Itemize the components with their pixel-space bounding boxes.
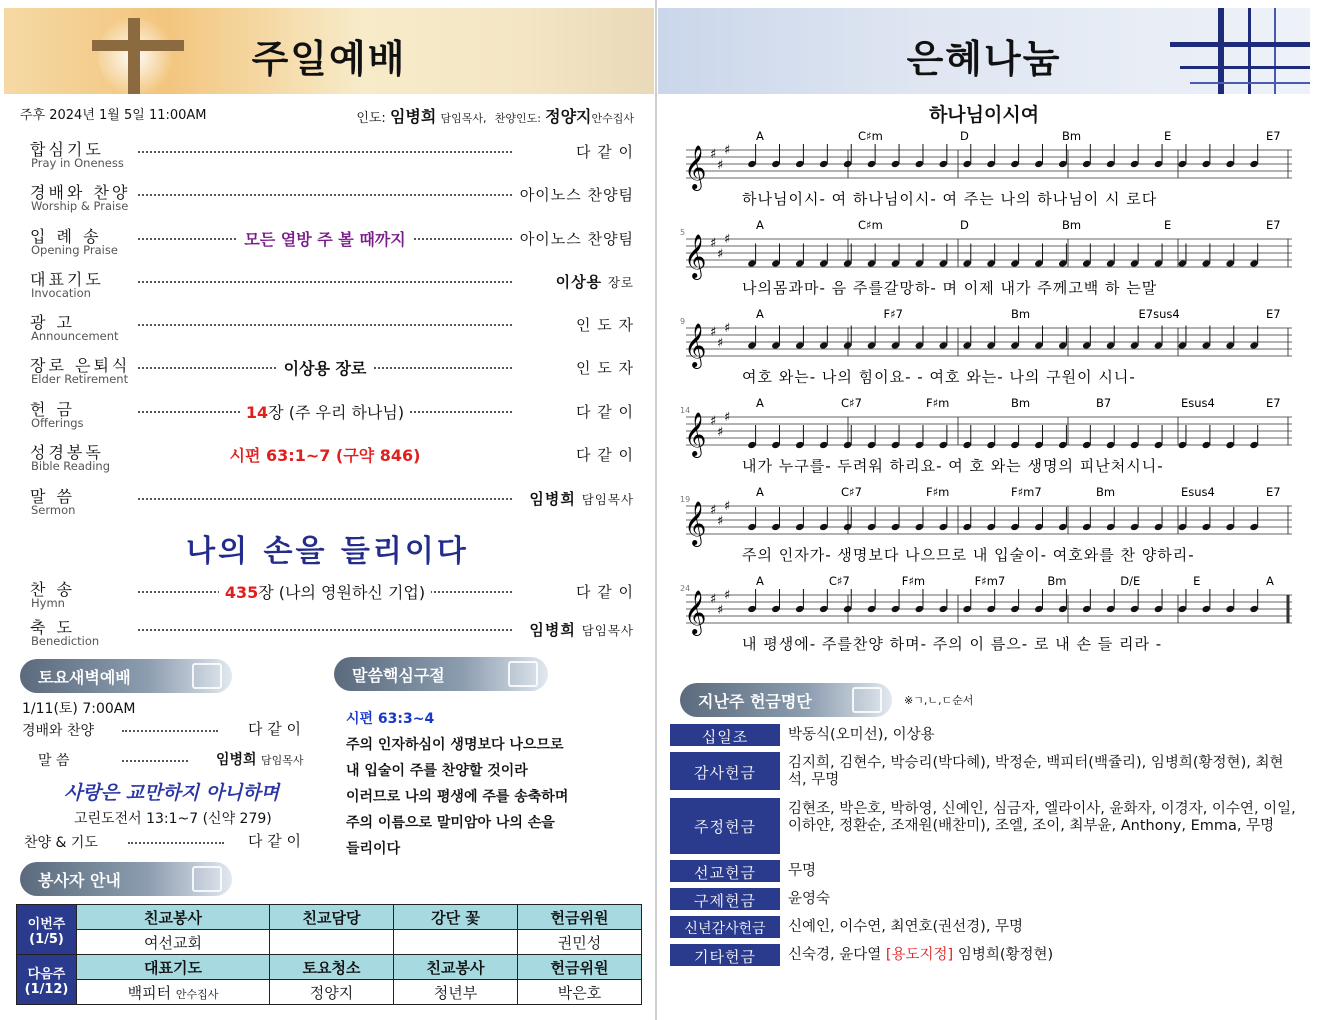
table-header-cell: 대표기도: [77, 955, 270, 980]
leader-dots: [138, 324, 512, 326]
table-cell: 정양지: [269, 980, 393, 1005]
table-header-cell: 헌금위원: [517, 955, 641, 980]
verse-line: 주의 이름으로 말미암아 나의 손을: [346, 815, 555, 831]
lyric-line: 여호 와는- 나의 힘이요- - 여호 와는- 나의 구원이 시니-: [742, 368, 1136, 386]
order-leader-role: 담임목사: [581, 492, 634, 507]
song-title: 하나님이시여: [928, 104, 1040, 126]
leader-dots: [138, 498, 512, 500]
offering-names: 윤영숙: [788, 891, 831, 907]
leader-name: 임병희: [389, 107, 437, 126]
service-leaders: [356, 104, 634, 127]
book-icon: [852, 687, 882, 713]
week-date: (1/5): [29, 931, 64, 947]
cell-name: 백피터: [127, 983, 172, 1002]
hymn-title: 장 (나의 영원하신 기업): [258, 583, 426, 602]
chord-symbol: F♯m: [926, 396, 950, 410]
chord-symbol: A: [1266, 574, 1274, 588]
book-icon: [192, 866, 222, 892]
order-label-en: Benediction: [31, 634, 100, 648]
order-label: 입 례 송: [30, 227, 102, 246]
score-svg: [680, 126, 1300, 666]
book-icon: [192, 663, 222, 689]
chord-symbol: B7: [1096, 396, 1112, 410]
table-row: [17, 905, 642, 930]
offering-names-part: 신숙경, 윤다열: [788, 947, 882, 963]
sermon-title: 나의 손을 들리이다: [186, 534, 469, 569]
order-leader: [529, 619, 634, 640]
bible-icon: [508, 661, 538, 687]
praise-leader-role: 안수집사: [591, 112, 634, 125]
sharp-icon: ♯: [717, 603, 724, 618]
order-item: [30, 615, 634, 655]
sharp-icon: ♯: [710, 503, 717, 518]
section-title: 봉사자 안내: [38, 871, 121, 890]
table-header-cell: 친교봉사: [77, 905, 270, 930]
leader-dots: [122, 730, 218, 732]
order-item: [30, 397, 634, 437]
chord-symbol: C♯7: [841, 396, 862, 410]
verse-line: 들리이다: [346, 841, 401, 857]
leader-role: 담임목사,: [440, 112, 487, 125]
chord-symbol: E7: [1266, 485, 1281, 499]
order-item: [30, 137, 634, 177]
lyric-line: 하나님이시- 여 하나님이시- 여 주는 나의 하나님이 시 로다: [742, 190, 1158, 208]
chord-symbol: C♯7: [841, 485, 862, 499]
chord-symbol: Bm: [1096, 485, 1116, 499]
offering-type: 기타헌금: [670, 944, 780, 966]
chord-symbol: D: [960, 218, 969, 232]
core-verse-ref: 시편 63:3~4: [346, 711, 435, 727]
chord-symbol: Bm: [1011, 396, 1031, 410]
chord-symbol: Esus4: [1181, 396, 1215, 410]
order-item: [30, 310, 634, 350]
verse-line: 이러므로 나의 평생에 주를 송축하며: [346, 789, 569, 805]
offering-type: 선교헌금: [670, 860, 780, 882]
table-cell: [269, 930, 393, 955]
chord-symbol: A: [756, 574, 764, 588]
offering-row: [670, 860, 1300, 884]
offering-row: [670, 916, 1300, 940]
cell-role: 안수집사: [175, 987, 219, 1001]
order-leader-name: 이상용: [555, 273, 603, 291]
order-leader: 아이노스 찬양팀: [519, 230, 634, 248]
table-header-cell: 친교담당: [269, 905, 393, 930]
order-label: 합심기도: [30, 140, 104, 159]
chord-symbol: A: [756, 485, 764, 499]
chord-symbol: Bm: [1011, 307, 1031, 321]
leader-dots: [122, 760, 188, 762]
cross-lines-decoration: [1170, 8, 1310, 94]
core-verse: [346, 706, 646, 862]
table-cell: 여선교회: [77, 930, 270, 955]
order-content: [138, 400, 512, 423]
order-leader: [556, 271, 634, 292]
chord-symbol: F♯m: [901, 574, 926, 588]
chord-symbol: E7: [1266, 218, 1281, 232]
offering-names-part: 임병희(황정현): [957, 947, 1054, 963]
week-date: (1/12): [24, 981, 69, 997]
sharp-icon: ♯: [710, 147, 717, 162]
retirement-elder: 이상용 장로: [278, 359, 373, 378]
chord-symbol: A: [756, 307, 764, 321]
saturday-scripture-ref: 고린도전서 13:1~7 (신약 279): [74, 811, 272, 827]
core-verse-header: [334, 657, 548, 691]
service-date: 주후 2024년 1월 5일 11:00AM: [20, 108, 207, 123]
offering-names: 무명: [788, 863, 817, 879]
order-label: 말 씀: [30, 487, 75, 506]
chord-symbol: E7: [1266, 396, 1281, 410]
opening-song-title: 모든 열방 주 볼 때까지: [238, 230, 411, 249]
treble-clef-icon: 𝄞: [684, 323, 707, 367]
hymn-number: 435: [224, 583, 259, 602]
lyric-line: 주의 인자가- 생명보다 나으므로 내 입술이- 여호와를 찬 양하리-: [742, 546, 1195, 564]
order-content: [138, 227, 512, 250]
verse-line: 내 입술이 주를 찬양할 것이라: [346, 763, 528, 779]
chord-symbol: Bm: [1062, 129, 1082, 143]
saturday-service-header: [20, 659, 232, 693]
offering-type: 주정헌금: [670, 798, 780, 854]
order-leader: 인 도 자: [575, 316, 634, 334]
sharp-icon: ♯: [724, 232, 731, 247]
sharp-icon: ♯: [717, 425, 724, 440]
week-label: 다음주: [27, 966, 66, 982]
order-leader-role: 담임목사: [261, 754, 304, 767]
table-cell: 권민성: [517, 930, 641, 955]
measure-number: 19: [680, 495, 691, 504]
offering-type: 신년감사헌금: [670, 916, 780, 938]
chord-symbol: E7: [1266, 129, 1281, 143]
order-label-en: Elder Retirement: [31, 372, 129, 386]
order-label: 장로 은퇴식: [30, 356, 131, 375]
order-leader-role: 담임목사: [581, 623, 634, 638]
order-leader: 아이노스 찬양팀: [519, 186, 634, 204]
page-title-right: 은혜나눔: [906, 37, 1062, 81]
order-label-en: Worship & Praise: [31, 199, 129, 213]
chord-symbol: E7: [1266, 307, 1281, 321]
offering-list-header: [680, 683, 892, 717]
designated-tag: [용도지정]: [885, 947, 954, 963]
hymn-title: 장 (주 우리 하나님): [268, 403, 405, 422]
leader-dots: [138, 151, 512, 153]
order-leader-name: 임병희: [529, 621, 576, 639]
order-label: 찬양 & 기도: [24, 835, 98, 851]
table-row: [17, 930, 642, 955]
order-label: 대표기도: [30, 270, 104, 289]
measure-number: 14: [680, 406, 691, 415]
grace-header-banner: [658, 8, 1310, 94]
order-leader: 다 같 이: [248, 720, 302, 738]
order-label: 경배와 찬양: [30, 183, 131, 202]
order-label: 성경봉독: [30, 443, 104, 462]
sharp-icon: ♯: [724, 588, 731, 603]
praise-leader-name: 정양지: [545, 107, 592, 126]
chord-symbol: F♯m7: [1011, 485, 1042, 499]
order-leader: [216, 749, 304, 769]
saturday-date: 1/11(토) 7:00AM: [22, 701, 136, 717]
sheet-music: [680, 126, 1300, 670]
treble-clef-icon: 𝄞: [684, 412, 707, 456]
order-item: [30, 440, 634, 480]
order-item: [30, 484, 634, 524]
order-leader: 다 같 이: [575, 403, 634, 421]
order-item: [30, 353, 634, 393]
order-label-en: Announcement: [31, 329, 119, 343]
sharp-icon: ♯: [724, 143, 731, 158]
chord-symbol: C♯7: [828, 574, 850, 588]
verse-line: 주의 인자하심이 생명보다 나으므로: [346, 737, 564, 753]
order-label-en: Opening Praise: [31, 243, 118, 257]
order-item: [30, 577, 634, 617]
order-label-en: Pray in Oneness: [31, 156, 124, 170]
treble-clef-icon: 𝄞: [684, 145, 707, 189]
order-leader: 다 같 이: [575, 583, 634, 601]
table-header-cell: 헌금위원: [517, 905, 641, 930]
saturday-sermon-title: 사랑은 교만하지 아니하며: [64, 782, 280, 804]
measure-number: 9: [680, 317, 686, 326]
lyric-line: 내가 누구를- 두려워 하리요- 여 호 와는 생명의 피난처시니-: [742, 457, 1164, 475]
page-divider: [655, 0, 657, 1020]
chord-symbol: F♯7: [883, 307, 903, 321]
order-label: 말 씀: [38, 753, 70, 769]
order-leader: 다 같 이: [575, 143, 634, 161]
chord-symbol: D: [960, 129, 969, 143]
bible-reading-ref: 시편 63:1~7 (구약 846): [224, 446, 427, 465]
worship-header-banner: [4, 8, 654, 94]
offering-row: [670, 888, 1300, 912]
order-content: [138, 443, 512, 466]
table-row: [17, 955, 642, 980]
offering-names: 김현조, 박은호, 박하영, 신예인, 심금자, 엘라이사, 윤화자, 이경자, 이수연, 이일, 이하얀, 정환순, 조재원(배찬미), 조엘, 조이, 최부윤, Anthony, Emma, 무명: [788, 801, 1296, 834]
chord-symbol: E: [1164, 129, 1172, 143]
chord-symbol: A: [756, 396, 764, 410]
order-label: 찬 송: [30, 580, 75, 599]
table-header-cell: 강단 꽃: [393, 905, 517, 930]
praise-leader-label: 찬양인도:: [494, 112, 541, 125]
chord-symbol: E: [1193, 574, 1201, 588]
order-label-en: Sermon: [31, 503, 76, 517]
table-cell: [393, 930, 517, 955]
sharp-icon: ♯: [710, 236, 717, 251]
order-item: [30, 180, 634, 220]
table-header-cell: 친교봉사: [393, 955, 517, 980]
measure-number: 24: [680, 584, 691, 593]
offering-type: 십일조: [670, 724, 780, 746]
chord-symbol: E: [1164, 218, 1172, 232]
offering-row: [670, 724, 1300, 748]
offering-names: 김지희, 김현수, 박승리(박다혜), 박정순, 백피터(백쥴리), 임병희(황정현), 최현석, 무명: [788, 755, 1284, 788]
leader-dots: [128, 842, 224, 844]
order-content: [138, 580, 512, 603]
chord-symbol: Bm: [1062, 218, 1082, 232]
chord-symbol: D/E: [1120, 574, 1141, 588]
hymn-number: 14: [245, 403, 269, 422]
lyric-line: 내 평생에- 주를찬양 하며- 주의 이 름으- 로 내 손 들 리라 -: [742, 635, 1163, 653]
order-leader: 다 같 이: [248, 832, 302, 850]
order-label: 광 고: [30, 313, 75, 332]
offering-row: [670, 752, 1300, 794]
order-label-en: Offerings: [31, 416, 84, 430]
chord-symbol: A: [756, 218, 764, 232]
section-title: 지난주 헌금명단: [698, 692, 812, 711]
sharp-icon: ♯: [717, 158, 724, 173]
chord-symbol: A: [756, 129, 764, 143]
sharp-icon: ♯: [710, 592, 717, 607]
order-item: [30, 224, 634, 264]
volunteer-table: [16, 904, 642, 1005]
order-label: 경배와 찬양: [22, 723, 95, 739]
order-leader-name: 임병희: [529, 490, 576, 508]
order-label-en: Invocation: [31, 286, 91, 300]
table-cell: 박은호: [517, 980, 641, 1005]
page-title: 주일예배: [251, 37, 407, 81]
order-leader: 인 도 자: [575, 359, 634, 377]
order-item: [30, 267, 634, 307]
order-leader-role: 장로: [607, 275, 634, 290]
treble-clef-icon: 𝄞: [684, 234, 707, 278]
lyric-line: 나의몸과마- 음 주를갈망하- 며 이제 내가 주께고백 하 는말: [742, 279, 1158, 297]
sharp-icon: ♯: [724, 410, 731, 425]
leader-dots: [138, 281, 512, 283]
offering-type: 구제헌금: [670, 888, 780, 910]
table-row: [17, 980, 642, 1005]
chord-symbol: F♯m7: [974, 574, 1006, 588]
offering-sort-note: ※ㄱ,ㄴ,ㄷ순서: [904, 694, 974, 707]
offering-names: [788, 947, 1300, 964]
chord-symbol: Bm: [1047, 574, 1067, 588]
table-cell: [77, 980, 270, 1005]
order-label-en: Hymn: [31, 596, 65, 610]
order-label: 축 도: [30, 618, 75, 637]
sharp-icon: ♯: [724, 499, 731, 514]
sharp-icon: ♯: [717, 247, 724, 262]
leader-label: 인도:: [356, 111, 386, 126]
treble-clef-icon: 𝄞: [684, 590, 707, 634]
next-week-cell: [17, 955, 77, 1005]
leader-dots: [138, 629, 512, 631]
offering-row: [670, 798, 1300, 856]
sharp-icon: ♯: [717, 336, 724, 351]
table-cell: 청년부: [393, 980, 517, 1005]
order-leader-name: 임병희: [216, 752, 257, 768]
sharp-icon: ♯: [710, 414, 717, 429]
chord-symbol: Esus4: [1181, 485, 1215, 499]
leader-dots: [138, 194, 512, 196]
sharp-icon: ♯: [724, 321, 731, 336]
order-label-en: Bible Reading: [31, 459, 110, 473]
chord-symbol: C♯m: [858, 218, 883, 232]
treble-clef-icon: 𝄞: [684, 501, 707, 545]
chord-symbol: E7sus4: [1138, 307, 1180, 321]
order-label: 헌 금: [30, 400, 75, 419]
section-title: 말씀핵심구절: [352, 666, 445, 685]
chord-symbol: F♯m: [926, 485, 950, 499]
table-header-cell: 토요청소: [269, 955, 393, 980]
this-week-cell: [17, 905, 77, 955]
order-content: [138, 356, 512, 379]
order-leader: [529, 488, 634, 509]
section-title: 토요새벽예배: [38, 668, 131, 687]
order-leader: 다 같 이: [575, 446, 634, 464]
measure-number: 5: [680, 228, 686, 237]
sharp-icon: ♯: [717, 514, 724, 529]
volunteers-header: [20, 862, 232, 896]
offering-names: 박동식(오미선), 이상용: [788, 727, 935, 743]
offering-names: 신예인, 이수연, 최연호(권선경), 무명: [788, 919, 1024, 935]
chord-symbol: C♯m: [858, 129, 883, 143]
sharp-icon: ♯: [710, 325, 717, 340]
week-label: 이번주: [27, 916, 66, 932]
offering-row: [670, 944, 1300, 968]
offering-type: 감사헌금: [670, 752, 780, 790]
